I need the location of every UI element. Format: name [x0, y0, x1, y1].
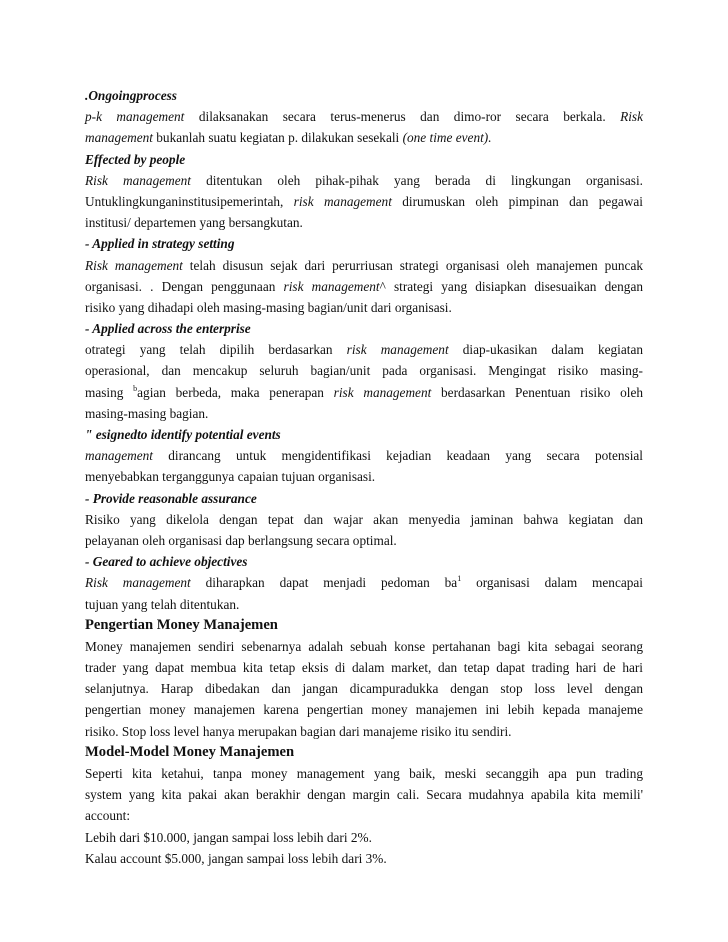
paragraph-line: trader yang dapat membua kita tetap eksis di dalam market, dan tetap dapat trading hari de hari — [85, 660, 643, 676]
italic-term: management — [85, 130, 153, 146]
italic-term: Risk management — [85, 257, 183, 273]
text-run: bukanlah suatu kegiatan p. dilakukan sesekali — [152, 130, 403, 146]
italic-term: (one time event). — [402, 130, 492, 146]
heading-designed-to-identify: " esignedto identify potential events — [85, 427, 281, 442]
paragraph-line: institusi/ departemen yang bersangkutan. — [85, 215, 303, 231]
document-body — [85, 85, 643, 869]
text-run: telah disusun sejak dari perurriusan strategi organisasi oleh manajemen puncak — [182, 257, 643, 273]
text-run: ditentukan oleh pihak-pihak yang berada di lingkungan organisasi. — [190, 172, 643, 188]
text-run: ^ strategi yang disiapkan disesuaikan dengan — [379, 278, 643, 294]
text-run: masing — [85, 384, 134, 400]
paragraph-line — [85, 445, 643, 466]
paragraph-line: pelayanan oleh organisasi dap berlangsung secara optimal. — [85, 532, 397, 548]
text-run: berdasarkan Penentuan risiko oleh — [431, 384, 643, 400]
text-run: dirancang untuk mengidentifikasi kejadian keadaan yang secara potensial — [152, 448, 643, 464]
superscript: 1 — [457, 574, 462, 584]
text-run: organisasi. . Dengan penggunaan — [85, 278, 284, 294]
paragraph-line — [85, 127, 643, 148]
paragraph-line: menyebabkan terganggunya capaian tujuan organisasi. — [85, 469, 376, 485]
italic-term: Risk management — [85, 172, 191, 188]
text-run: Untuklingkunganinstitusipemerintah, — [85, 193, 294, 209]
italic-term: Risk — [620, 109, 643, 125]
heading-effected-by-people: Effected by people — [85, 151, 186, 167]
text-run: dirumuskan oleh pimpinan dan pegawai — [391, 193, 643, 209]
paragraph-line — [85, 276, 643, 297]
italic-term: Risk management — [85, 575, 191, 591]
paragraph-line — [85, 572, 643, 593]
paragraph-line: system yang kita pakai akan berakhir dengan margin cali. Secara mudahnya apabila kita memili' — [85, 787, 643, 803]
paragraph-line: selanjutnya. Harap dibedakan dan jangan dicampuradukka dengan stop loss level dengan — [85, 681, 643, 697]
italic-term: risk management — [333, 384, 432, 400]
heading-provide-reasonable-assurance: - Provide reasonable assurance — [85, 490, 257, 506]
paragraph-line: operasional, dan mencakup seluruh bagian/unit pada organisasi. Mengingat risiko masing- — [85, 363, 643, 379]
paragraph-line: Lebih dari $10.000, jangan sampai loss lebih dari 2%. — [85, 829, 372, 845]
heading-ongoing-process: .Ongoingprocess — [85, 88, 177, 103]
paragraph-line: tujuan yang telah ditentukan. — [85, 596, 240, 612]
paragraph-line: masing-masing bagian. — [85, 405, 209, 421]
paragraph-line: Seperti kita ketahui, tanpa money management yang baik, meski secanggih apa pun trading — [85, 766, 643, 781]
text-run: organisasi dalam mencapai — [461, 575, 643, 591]
paragraph-line: pengertian money manajemen karena pengertian money manajemen ini lebih kepada manajeme — [85, 702, 643, 718]
superscript: b — [133, 383, 138, 393]
heading-pengertian-money-manajemen: Pengertian Money Manajemen — [85, 616, 278, 633]
heading-geared-to-achieve: - Geared to achieve objectives — [85, 554, 248, 570]
paragraph-line: Money manajemen sendiri sebenarnya adalah sebuah konse pertahanan bagi kita sebagai seorang — [85, 638, 643, 654]
heading-model-money-manajemen: Model-Model Money Manajemen — [85, 743, 295, 760]
paragraph-line: risiko. Stop loss level hanya merupakan bagian dari manajeme risiko itu sendiri. — [85, 723, 512, 739]
paragraph-line: Kalau account $5.000, jangan sampai loss lebih dari 3%. — [85, 850, 387, 866]
paragraph-line: risiko yang dihadapi oleh masing-masing bagian/unit dari organisasi. — [85, 299, 452, 315]
paragraph-line: Risiko yang dikelola dengan tepat dan wajar akan menyedia jaminan bahwa kegiatan dan — [85, 511, 643, 527]
paragraph-line — [85, 106, 643, 127]
text-run: otrategi yang telah dipilih berdasarkan — [85, 342, 347, 358]
text-run: agian berbeda, maka penerapan — [137, 384, 334, 400]
heading-applied-across-enterprise: - Applied across the enterprise — [85, 321, 251, 337]
paragraph-line — [85, 255, 643, 276]
paragraph-line — [85, 382, 643, 403]
italic-term: risk management — [293, 193, 392, 209]
italic-term: risk management — [283, 278, 380, 294]
text-run: diharapkan dapat menjadi pedoman ba — [190, 575, 458, 591]
paragraph-line — [85, 339, 643, 360]
paragraph-line: account: — [85, 808, 131, 824]
text-run: diap-ukasikan dalam kegiatan — [448, 342, 644, 358]
italic-term: risk management — [346, 342, 449, 358]
italic-term: p-k management — [85, 109, 185, 125]
text-run: dilaksanakan secara terus-menerus dan dimo-ror secara berkala. — [184, 109, 621, 125]
paragraph-line — [85, 170, 643, 191]
paragraph-line — [85, 191, 643, 212]
heading-applied-in-strategy-setting: - Applied in strategy setting — [85, 236, 235, 252]
italic-term: management — [85, 448, 153, 464]
